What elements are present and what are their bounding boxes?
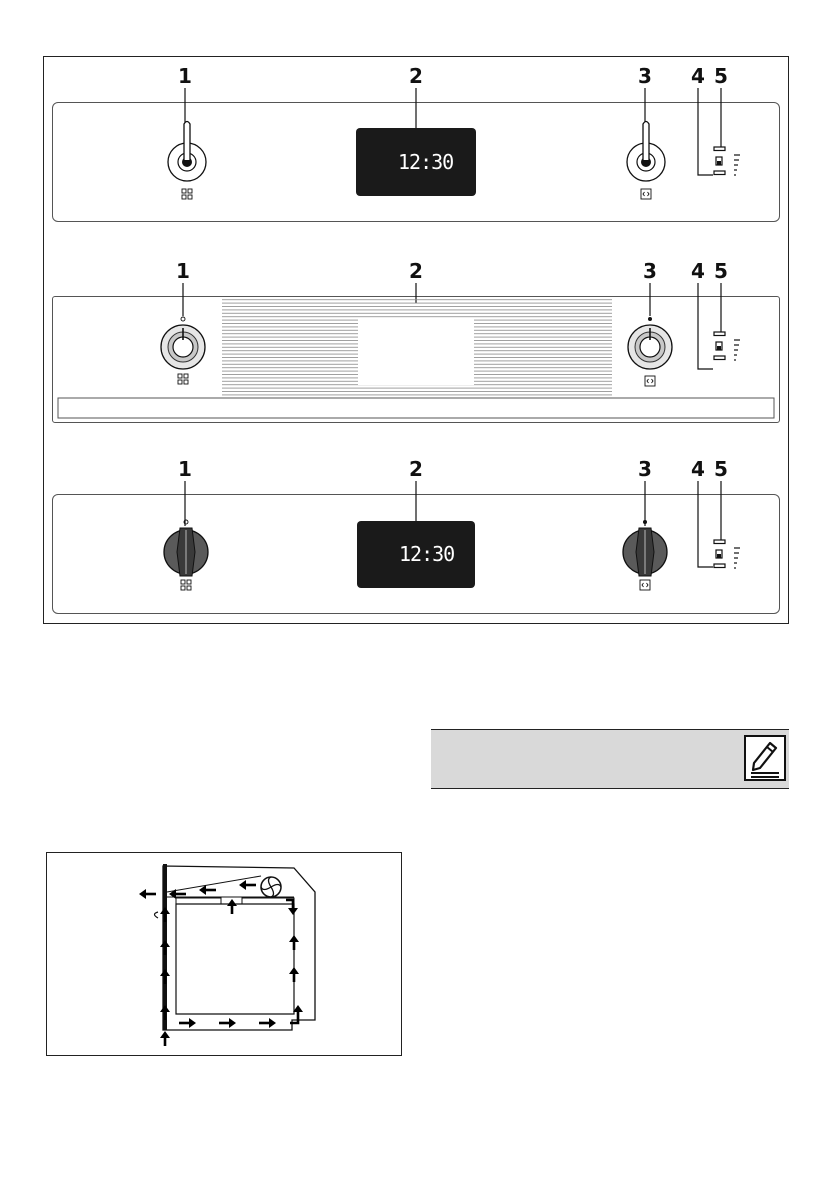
display-time: 12:30: [399, 542, 455, 566]
temperature-knob[interactable]: [623, 528, 667, 576]
callout-3: 3: [638, 457, 652, 481]
callout-5: 5: [714, 64, 728, 88]
callout-4: 4: [691, 259, 705, 283]
indicator-lights: [714, 147, 740, 175]
indicator-lights: [714, 540, 740, 568]
callout-3: 3: [638, 64, 652, 88]
callout-2: 2: [409, 64, 423, 88]
function-knob[interactable]: [164, 528, 208, 576]
function-knob[interactable]: [161, 325, 205, 369]
temperature-knob[interactable]: [627, 122, 665, 182]
temperature-knob[interactable]: [628, 325, 672, 369]
callout-5: 5: [714, 259, 728, 283]
airflow-drawing: [46, 852, 402, 1056]
pencil-note-icon: [744, 735, 786, 781]
airflow-diagram: [46, 852, 402, 1056]
callout-1: 1: [178, 64, 192, 88]
callout-2: 2: [409, 457, 423, 481]
display-time: 12:30: [398, 150, 454, 174]
fan-icon: [261, 877, 281, 897]
callout-5: 5: [714, 457, 728, 481]
callout-1: 1: [178, 457, 192, 481]
callout-1: 1: [176, 259, 190, 283]
temperature-icon: [641, 189, 651, 199]
function-grid-icon: [181, 580, 191, 590]
callout-3: 3: [643, 259, 657, 283]
callout-4: 4: [691, 64, 705, 88]
callout-2: 2: [409, 259, 423, 283]
note-banner: [431, 729, 789, 789]
callout-4: 4: [691, 457, 705, 481]
function-grid-icon: [182, 189, 192, 199]
function-knob[interactable]: [168, 122, 206, 182]
temperature-icon: [645, 376, 655, 386]
function-grid-icon: [178, 374, 188, 384]
temperature-icon: [640, 580, 650, 590]
panel-strip: [58, 398, 774, 418]
indicator-lights: [714, 332, 740, 360]
